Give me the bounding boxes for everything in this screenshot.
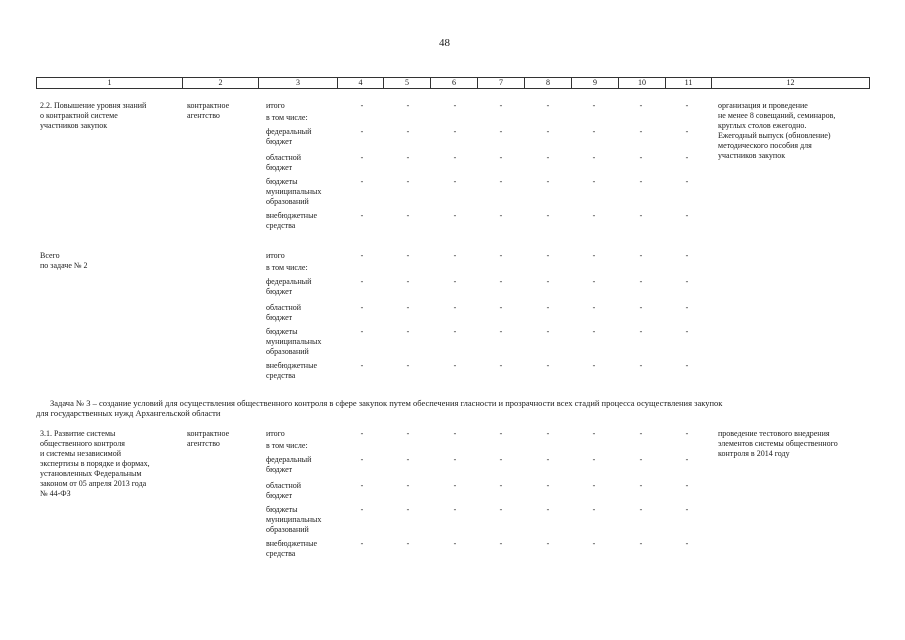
b3-federal-col4-value: -	[360, 455, 364, 464]
b1-itogo-col7-value: -	[499, 101, 503, 110]
b1-itogo-col8-value: -	[546, 101, 550, 110]
b1-municipal-col8-value: -	[546, 177, 550, 186]
b2-vnebudget-col11-value: -	[685, 361, 689, 370]
b3-federal-col6-value: -	[453, 455, 457, 464]
col-header-3: 3	[259, 78, 338, 89]
b1-federal-col9-value: -	[592, 127, 596, 136]
col-header-1: 1	[37, 78, 183, 89]
b3-col12-text: проведение тестового внедрения элементов системы общественного контроля в 2014 году	[718, 429, 838, 458]
col-header-11: 11	[666, 78, 712, 89]
b1-oblast-col10-value: -	[639, 153, 643, 162]
b3-oblast-col8-value: -	[546, 481, 550, 490]
b3-vnebudget-col7-value: -	[499, 539, 503, 548]
b3-itogo-col9-value: -	[592, 429, 596, 438]
b2-oblast-col9-value: -	[592, 303, 596, 312]
b2-municipal-col11-value: -	[685, 327, 689, 336]
col-header-5: 5	[384, 78, 431, 89]
b2-federal-col4-value: -	[360, 277, 364, 286]
b2-federal-col8-value: -	[546, 277, 550, 286]
b3-municipal-col5-value: -	[406, 505, 410, 514]
b2-itogo-col11-value: -	[685, 251, 689, 260]
b1-municipal-col11-value: -	[685, 177, 689, 186]
b3-itogo-col4-value: -	[360, 429, 364, 438]
b1-oblast-col11-value: -	[685, 153, 689, 162]
b1-col2-text: контрактное агентство	[187, 101, 230, 120]
b3-oblast-col11-value: -	[685, 481, 689, 490]
b1-municipal-col4-value: -	[360, 177, 364, 186]
b2-col3-v_tom_chisle: в том числе:	[266, 263, 308, 272]
b3-oblast-col5-value: -	[406, 481, 410, 490]
b3-federal-col7-value: -	[499, 455, 503, 464]
b2-federal-col10-value: -	[639, 277, 643, 286]
b2-municipal-col4-value: -	[360, 327, 364, 336]
col-header-8: 8	[525, 78, 572, 89]
b2-itogo-col8-value: -	[546, 251, 550, 260]
b2-itogo-col7-value: -	[499, 251, 503, 260]
b3-itogo-col11-value: -	[685, 429, 689, 438]
b3-vnebudget-col8-value: -	[546, 539, 550, 548]
b3-municipal-col9-value: -	[592, 505, 596, 514]
b3-oblast-col10-value: -	[639, 481, 643, 490]
b1-vnebudget-col4-value: -	[360, 211, 364, 220]
b1-col1-text: 2.2. Повышение уровня знаний о контрактной системе участников закупок	[40, 101, 147, 130]
column-header-row	[36, 77, 870, 89]
b1-itogo-col9-value: -	[592, 101, 596, 110]
b2-municipal-col8-value: -	[546, 327, 550, 336]
b2-municipal-col7-value: -	[499, 327, 503, 336]
b1-oblast-col8-value: -	[546, 153, 550, 162]
b1-municipal-col9-value: -	[592, 177, 596, 186]
b2-oblast-col5-value: -	[406, 303, 410, 312]
b2-federal-col6-value: -	[453, 277, 457, 286]
b2-oblast-col4-value: -	[360, 303, 364, 312]
b3-itogo-col6-value: -	[453, 429, 457, 438]
b1-oblast-col6-value: -	[453, 153, 457, 162]
b1-federal-col7-value: -	[499, 127, 503, 136]
b2-oblast-col7-value: -	[499, 303, 503, 312]
b2-municipal-col5-value: -	[406, 327, 410, 336]
b3-federal-col11-value: -	[685, 455, 689, 464]
b2-itogo-col4-value: -	[360, 251, 364, 260]
b2-municipal-col10-value: -	[639, 327, 643, 336]
b3-vnebudget-col5-value: -	[406, 539, 410, 548]
b3-municipal-col10-value: -	[639, 505, 643, 514]
b2-vnebudget-col10-value: -	[639, 361, 643, 370]
b2-municipal-col6-value: -	[453, 327, 457, 336]
b2-vnebudget-col7-value: -	[499, 361, 503, 370]
b1-federal-col6-value: -	[453, 127, 457, 136]
b1-itogo-col4-value: -	[360, 101, 364, 110]
b3-col3-oblast: областной бюджет	[266, 481, 302, 500]
col-header-10: 10	[619, 78, 666, 89]
b2-vnebudget-col4-value: -	[360, 361, 364, 370]
b3-itogo-col7-value: -	[499, 429, 503, 438]
b3-oblast-col9-value: -	[592, 481, 596, 490]
b3-itogo-col10-value: -	[639, 429, 643, 438]
b2-municipal-col9-value: -	[592, 327, 596, 336]
b3-municipal-col11-value: -	[685, 505, 689, 514]
b3-col3-vnebudget: внебюджетные средства	[266, 539, 317, 558]
b1-municipal-col5-value: -	[406, 177, 410, 186]
b2-itogo-col6-value: -	[453, 251, 457, 260]
b3-oblast-col6-value: -	[453, 481, 457, 490]
b2-oblast-col10-value: -	[639, 303, 643, 312]
b3-itogo-col8-value: -	[546, 429, 550, 438]
b2-vnebudget-col8-value: -	[546, 361, 550, 370]
b1-municipal-col7-value: -	[499, 177, 503, 186]
b1-federal-col4-value: -	[360, 127, 364, 136]
b1-oblast-col9-value: -	[592, 153, 596, 162]
b3-col2-text: контрактное агентство	[187, 429, 230, 448]
b1-oblast-col4-value: -	[360, 153, 364, 162]
col-header-4: 4	[338, 78, 384, 89]
b1-municipal-col6-value: -	[453, 177, 457, 186]
b2-federal-col5-value: -	[406, 277, 410, 286]
b3-federal-col9-value: -	[592, 455, 596, 464]
b3-municipal-col4-value: -	[360, 505, 364, 514]
b3-itogo-col5-value: -	[406, 429, 410, 438]
b1-itogo-col5-value: -	[406, 101, 410, 110]
b1-vnebudget-col10-value: -	[639, 211, 643, 220]
b3-col3-municipal: бюджеты муниципальных образований	[266, 505, 322, 534]
b2-itogo-col10-value: -	[639, 251, 643, 260]
b1-itogo-col10-value: -	[639, 101, 643, 110]
b2-oblast-col8-value: -	[546, 303, 550, 312]
b2-col3-federal: федеральный бюджет	[266, 277, 312, 296]
b2-vnebudget-col6-value: -	[453, 361, 457, 370]
b2-vnebudget-col5-value: -	[406, 361, 410, 370]
b3-col3-itogo: итого	[266, 429, 285, 438]
b1-vnebudget-col8-value: -	[546, 211, 550, 220]
b1-itogo-col11-value: -	[685, 101, 689, 110]
col-header-2: 2	[183, 78, 259, 89]
b1-vnebudget-col11-value: -	[685, 211, 689, 220]
b3-vnebudget-col4-value: -	[360, 539, 364, 548]
b1-oblast-col5-value: -	[406, 153, 410, 162]
b2-itogo-col9-value: -	[592, 251, 596, 260]
b3-col1-text: 3.1. Развитие системы общественного контроля и системы независимой экспертизы в порядке и формах, установленных Федеральным законом от 05 апреля 2013 года № 44-ФЗ	[40, 429, 150, 498]
b1-col3-vnebudget: внебюджетные средства	[266, 211, 317, 230]
b2-federal-col9-value: -	[592, 277, 596, 286]
b3-municipal-col6-value: -	[453, 505, 457, 514]
b1-vnebudget-col7-value: -	[499, 211, 503, 220]
b3-vnebudget-col9-value: -	[592, 539, 596, 548]
task3-paragraph: Задача № 3 – создание условий для осуществления общественного контроля в сфере закупок путем обеспечения гласности и прозрачности всех стадий процесса осуществления закупок для государственных нужд Архангельской области	[36, 398, 723, 418]
b1-col3-itogo: итого	[266, 101, 285, 110]
b2-col3-itogo: итого	[266, 251, 285, 260]
b2-oblast-col11-value: -	[685, 303, 689, 312]
b1-col3-v_tom_chisle: в том числе:	[266, 113, 308, 122]
page-number: 48	[439, 37, 450, 49]
b3-municipal-col8-value: -	[546, 505, 550, 514]
b2-federal-col11-value: -	[685, 277, 689, 286]
b3-municipal-col7-value: -	[499, 505, 503, 514]
b2-col3-municipal: бюджеты муниципальных образований	[266, 327, 322, 356]
b1-federal-col10-value: -	[639, 127, 643, 136]
b2-itogo-col5-value: -	[406, 251, 410, 260]
b1-vnebudget-col5-value: -	[406, 211, 410, 220]
b3-col3-federal: федеральный бюджет	[266, 455, 312, 474]
b1-col3-federal: федеральный бюджет	[266, 127, 312, 146]
b3-oblast-col7-value: -	[499, 481, 503, 490]
col-header-9: 9	[572, 78, 619, 89]
b1-oblast-col7-value: -	[499, 153, 503, 162]
b1-federal-col11-value: -	[685, 127, 689, 136]
b3-vnebudget-col6-value: -	[453, 539, 457, 548]
b3-federal-col5-value: -	[406, 455, 410, 464]
col-header-7: 7	[478, 78, 525, 89]
b3-federal-col10-value: -	[639, 455, 643, 464]
col-header-6: 6	[431, 78, 478, 89]
b3-oblast-col4-value: -	[360, 481, 364, 490]
b3-federal-col8-value: -	[546, 455, 550, 464]
b1-col3-oblast: областной бюджет	[266, 153, 302, 172]
b3-col3-v_tom_chisle: в том числе:	[266, 441, 308, 450]
b2-col3-oblast: областной бюджет	[266, 303, 302, 322]
b2-federal-col7-value: -	[499, 277, 503, 286]
b1-federal-col5-value: -	[406, 127, 410, 136]
b1-federal-col8-value: -	[546, 127, 550, 136]
b1-vnebudget-col9-value: -	[592, 211, 596, 220]
b1-vnebudget-col6-value: -	[453, 211, 457, 220]
b1-itogo-col6-value: -	[453, 101, 457, 110]
b1-municipal-col10-value: -	[639, 177, 643, 186]
b2-oblast-col6-value: -	[453, 303, 457, 312]
b1-col12-text: организация и проведение не менее 8 совещаний, семинаров, круглых столов ежегодно. Ежегодный выпуск (обновление) методического пособия для участников закупок	[718, 101, 836, 160]
b2-col1-text: Всего по задаче № 2	[40, 251, 88, 270]
b1-col3-municipal: бюджеты муниципальных образований	[266, 177, 322, 206]
b3-vnebudget-col10-value: -	[639, 539, 643, 548]
b3-vnebudget-col11-value: -	[685, 539, 689, 548]
col-header-12: 12	[712, 78, 870, 89]
b2-vnebudget-col9-value: -	[592, 361, 596, 370]
b2-col3-vnebudget: внебюджетные средства	[266, 361, 317, 380]
